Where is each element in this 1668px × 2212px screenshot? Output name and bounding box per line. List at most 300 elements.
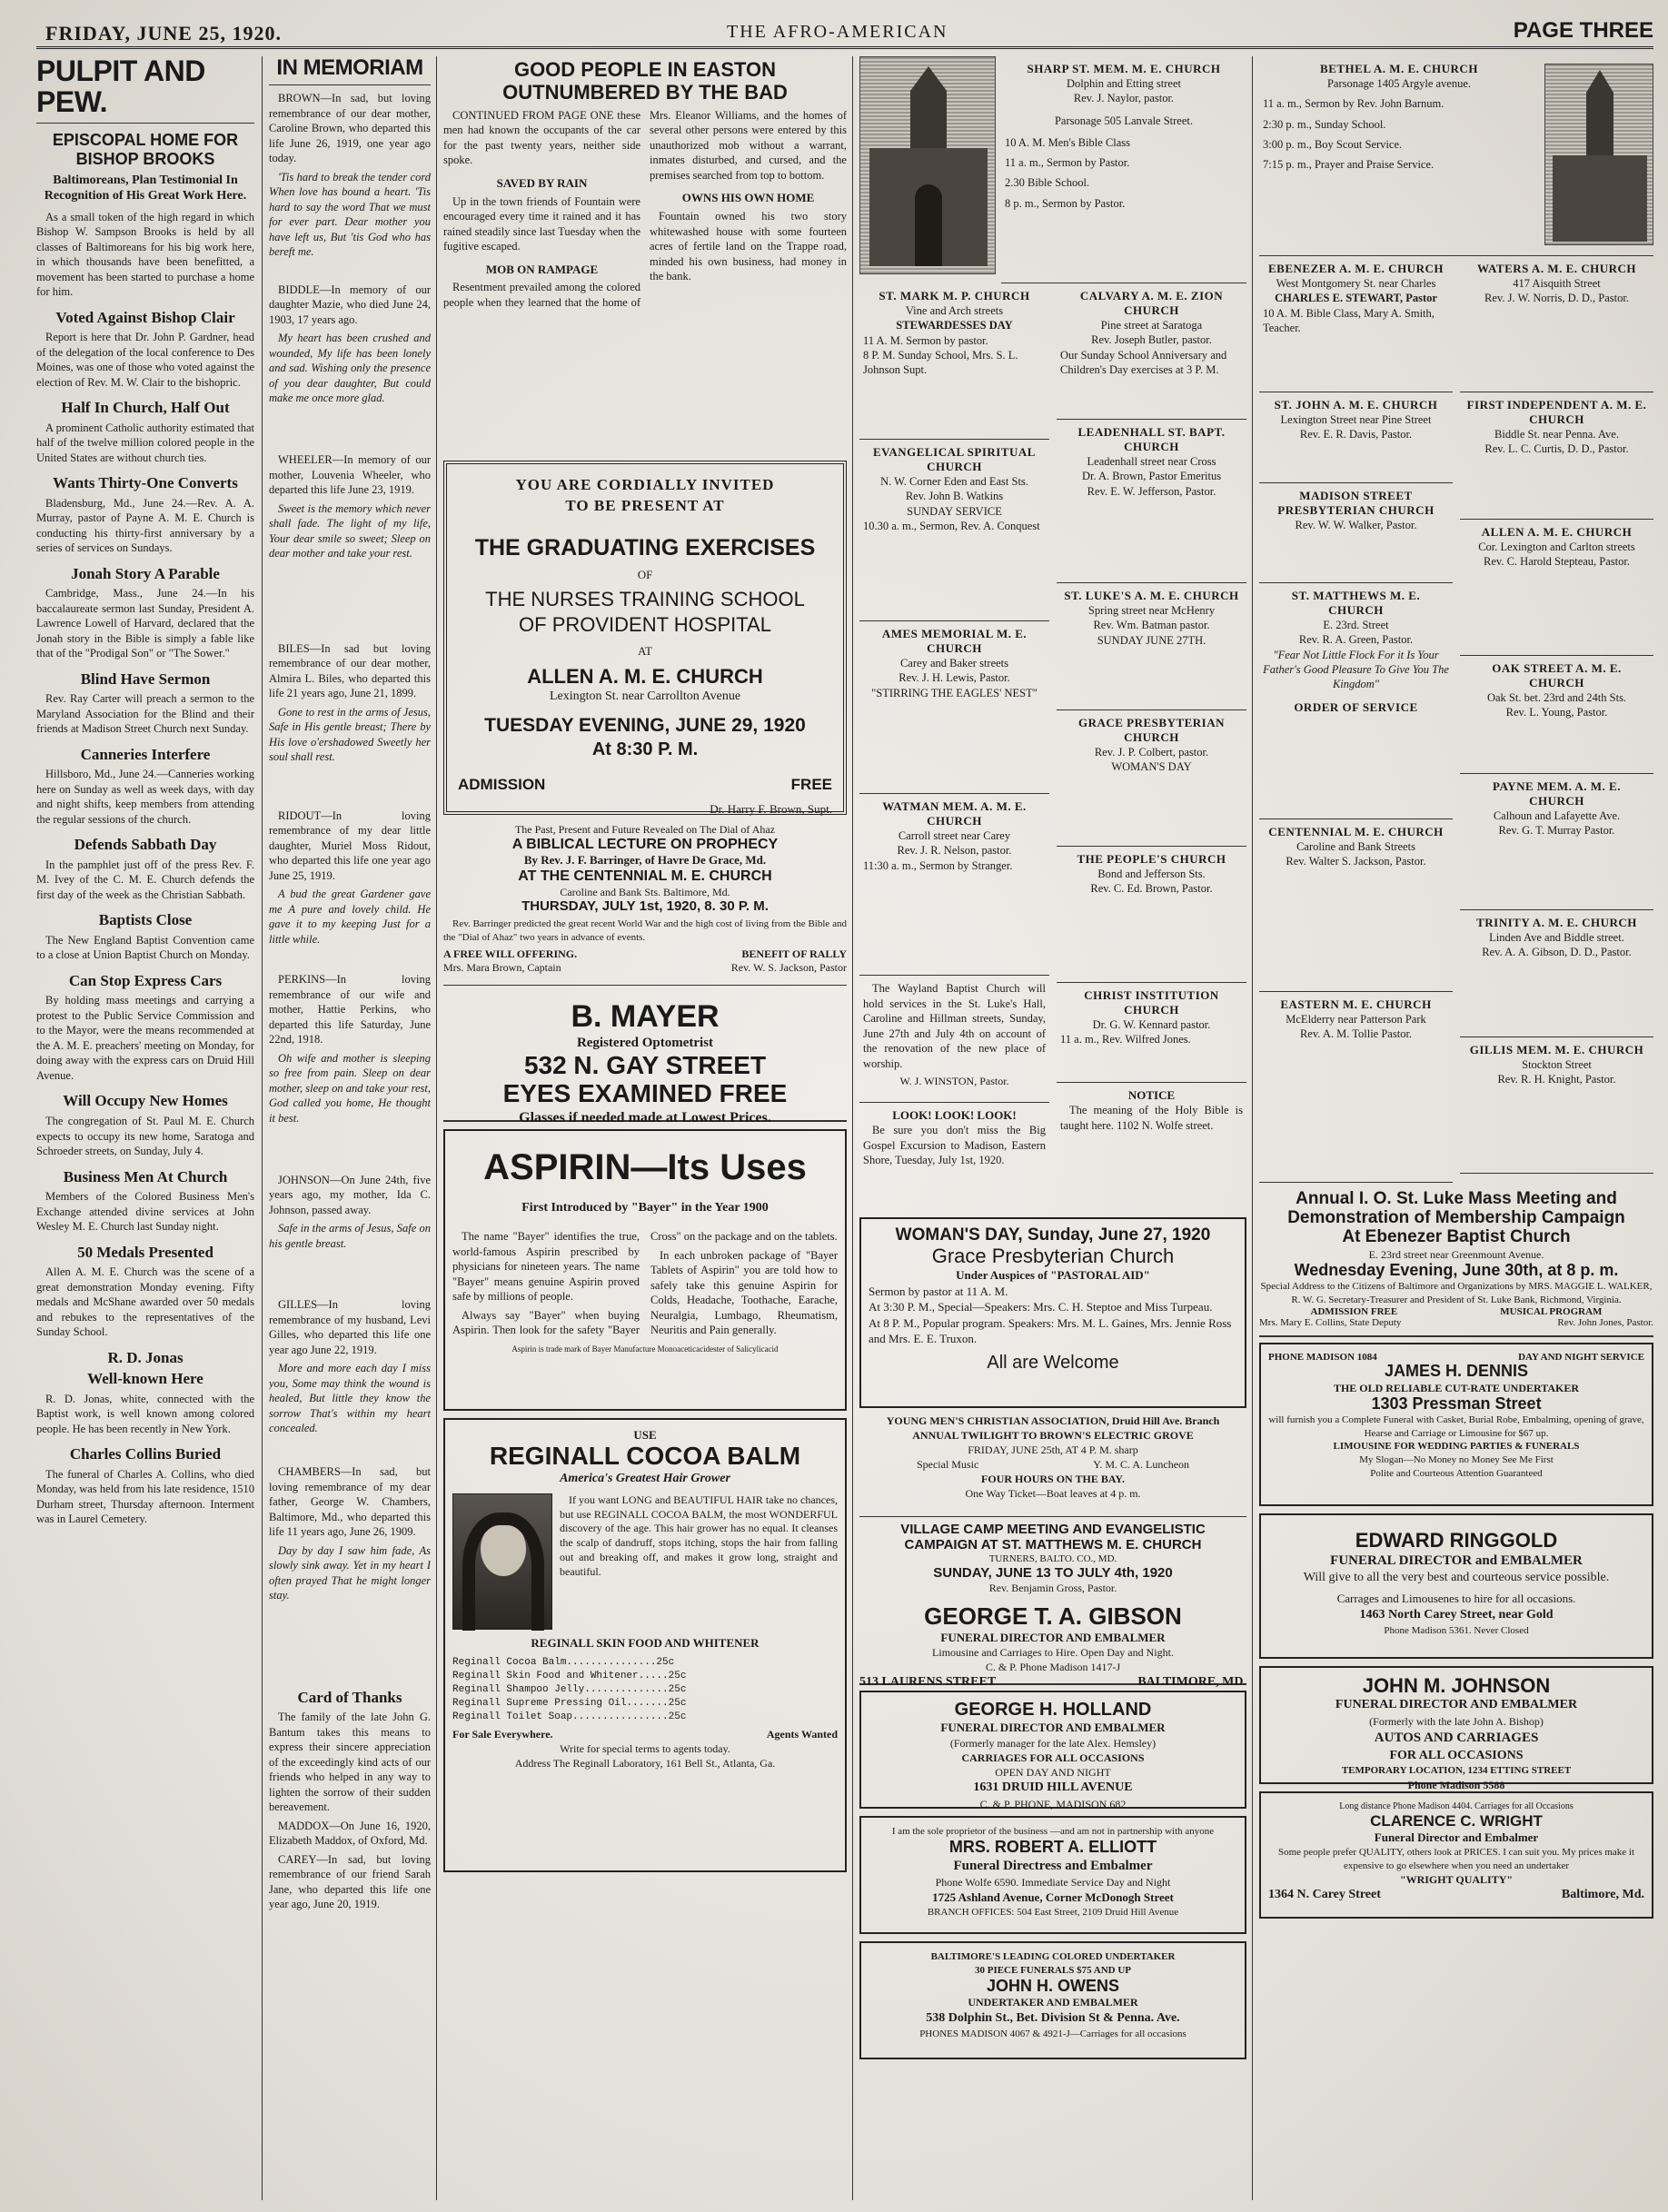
church-listing xyxy=(859,621,1049,794)
ad-heading: THURSDAY, JULY 1st, 1920, 8. 30 P. M. xyxy=(521,898,769,914)
article-headline: Jonah Story A Parable xyxy=(71,564,220,582)
church-name: ST. MATTHEWS M. E. CHURCH xyxy=(1291,589,1421,617)
ad-heading: OF PROVIDENT HOSPITAL xyxy=(519,612,771,636)
church-name: EASTERN M. E. CHURCH xyxy=(1280,997,1432,1011)
article-body: Hillsboro, Md., June 24.—Canneries working here on Sunday as well as week days, with day and night shifts, keep members from attending the regular sessions of the church. xyxy=(36,768,254,826)
church-line: 417 Aisquith Street xyxy=(1513,277,1601,290)
ringgold-funeral-ad xyxy=(1259,1513,1653,1659)
bible-notice xyxy=(1057,1083,1246,1165)
church-listing xyxy=(1057,983,1246,1083)
article-body: As a small token of the high regard in which Bishop W. Sampson Brooks is held by all classes of Baltimoreans for his big work here, in which thousands have been benefitted, a movement has been started to purchase a home for him. xyxy=(36,210,254,299)
ad-text: ANNUAL TWILIGHT TO BROWN'S ELECTRIC GROVE xyxy=(912,1429,1194,1443)
ad-text: AUTOS AND CARRIAGES xyxy=(1374,1731,1539,1746)
article-headline: Half In Church, Half Out xyxy=(61,399,230,417)
ad-text: America's Greatest Hair Grower xyxy=(560,1471,730,1485)
memorial-entry: CHAMBERS—In sad, but loving remembrance of my dear father, George W. Chambers, Baltimore, Md., who departed this life 11 years ago, June 26, 1909. xyxy=(269,1465,431,1539)
ad-heading: EDWARD RINGGOLD xyxy=(1355,1529,1558,1552)
ad-text: Dr. Harry F. Brown, Supt. xyxy=(710,801,832,816)
article-headline: Canneries Interfere xyxy=(80,745,211,763)
article-body: Report is here that Dr. John P. Gardner, head of the delegation of the local conference to Des Moines, was one of those who voted against the election of Rev. M. W. Clair to the bishopric. xyxy=(36,331,254,389)
church-name: THE PEOPLE'S CHURCH xyxy=(1077,852,1226,866)
ad-text: Rev. John Jones, Pastor. xyxy=(1557,1317,1653,1329)
church-name: CALVARY A. M. E. ZION CHURCH xyxy=(1079,289,1224,317)
ad-body: Always say "Bayer" when buying Aspirin. Then look for the safety "Bayer Cross" on the package and on the tablets. xyxy=(452,1230,838,1337)
church-line: Rev. Walter S. Jackson, Pastor. xyxy=(1286,855,1426,868)
article-body: Resentment prevailed among the colored people when they learned that the home of Mrs. Eleanor Williams, and the homes of several other persons were entered by this unauthorized mob without a warrant, inmates disturbed, and cursed, and the premises searched from top to bottom. xyxy=(443,108,847,309)
ad-text: PHONES MADISON 4067 & 4921-J—Carriages for all occasions xyxy=(919,2028,1186,2039)
ad-text: Special Address to the Citizens of Baltimore and Organizations by MRS. MAGGIE L. WALKER, R. W. G. Secretary-Treasurer and President of St. Luke Bank, Richmond, Virginia. xyxy=(1260,1280,1653,1305)
church-name: WATMAN MEM. A. M. E. CHURCH xyxy=(882,799,1027,828)
ad-heading: A BIBLICAL LECTURE ON PROPHECY xyxy=(511,836,779,852)
church-name: WATERS A. M. E. CHURCH xyxy=(1476,262,1637,275)
church-listing xyxy=(1259,583,1453,819)
article-body: Members of the Colored Business Men's Exchange attended divine services at John Wesley M. E. Church last Sunday night. xyxy=(36,1190,254,1234)
ad-text: 1631 DRUID HILL AVENUE xyxy=(973,1781,1133,1795)
article-headline: Blind Have Sermon xyxy=(80,670,211,688)
church-name: OAK STREET A. M. E. CHURCH xyxy=(1492,661,1622,689)
article-body: Allen A. M. E. Church was the scene of a great demonstration Monday evening. Fifty medals and McShane awarded over 50 medals and rebukes to the representatives of the Sunday School. xyxy=(36,1265,254,1339)
ad-text: Under Auspices of "PASTORAL AID" xyxy=(956,1268,1150,1283)
ad-heading: GEORGE H. HOLLAND xyxy=(954,1700,1152,1720)
church-listing xyxy=(1460,520,1653,656)
church-line: STEWARDESSES DAY xyxy=(896,319,1013,332)
ad-text: By Rev. J. F. Barringer, of Havre De Grace, Md. xyxy=(523,853,767,868)
ad-text: THE OLD RELIABLE CUT-RATE UNDERTAKER xyxy=(1333,1381,1580,1394)
church-name: GILLIS MEM. M. E. CHURCH xyxy=(1469,1043,1644,1056)
article-subhead: Baltimoreans, Plan Testimonial In Recognition of His Great Work Here. xyxy=(44,173,247,203)
church-line: Dr. G. W. Kennard pastor. xyxy=(1092,1018,1211,1031)
ad-text: My Slogan—No Money no Money See Me First xyxy=(1359,1454,1554,1466)
church-listing xyxy=(859,283,1049,440)
ad-text: TEMPORARY LOCATION, 1234 ETTING STREET xyxy=(1341,1765,1572,1777)
camp-meeting-ad xyxy=(859,1517,1246,1603)
ad-text: Polite and Courteous Attention Guaranteed xyxy=(1370,1468,1543,1480)
price-item: Reginall Skin Food and Whitener.....25c xyxy=(452,1671,687,1682)
ad-text: Rev. Benjamin Gross, Pastor. xyxy=(988,1582,1117,1595)
ad-body: If you want LONG and BEAUTIFUL HAIR take no chances, but use REGINALL COCOA BALM, the most WONDERFUL discovery of the age. This hair grower has no equal. It cleanses the scalp of dandruff, stops itching, stops the hair from falling out and breaking off, and makes it grow long, straight and beautiful. xyxy=(560,1493,838,1578)
graduation-invitation-ad xyxy=(443,461,847,815)
ad-heading: THE NURSES TRAINING SCHOOL xyxy=(485,587,805,610)
ad-text: FUNERAL DIRECTOR AND EMBALMER xyxy=(940,1721,1166,1734)
issue-date: FRIDAY, JUNE 25, 1920. xyxy=(45,22,282,45)
church-name: EVANGELICAL SPIRITUAL CHURCH xyxy=(873,445,1036,473)
ad-text: Write for special terms to agents today. xyxy=(560,1741,730,1755)
womans-day-ad xyxy=(859,1217,1246,1408)
article-headline: R. D. Jonas xyxy=(107,1348,184,1366)
church-name: ST. LUKE'S A. M. E. CHURCH xyxy=(1064,589,1239,602)
church-name: MADISON STREET PRESBYTERIAN CHURCH xyxy=(1277,489,1435,517)
church-line: Rev. J. P. Colbert, pastor. xyxy=(1094,746,1209,759)
church-name: EBENEZER A. M. E. CHURCH xyxy=(1268,262,1444,275)
church-line: E. 23rd. Street xyxy=(1323,619,1389,631)
ad-text: FREE xyxy=(790,775,832,793)
ad-text: BRANCH OFFICES: 504 East Street, 2109 Druid Hill Avenue xyxy=(927,1906,1179,1918)
card-of-thanks-heading: Card of Thanks xyxy=(297,1688,402,1706)
ad-heading: At Ebenezer Baptist Church xyxy=(1342,1226,1571,1246)
church-line: Rev. C. Ed. Brown, Pastor. xyxy=(1090,882,1213,896)
ad-heading: JAMES H. DENNIS xyxy=(1384,1362,1529,1380)
church-line: Rev. L. C. Curtis, D. D., Pastor. xyxy=(1484,442,1629,456)
church-line: Calhoun and Lafayette Ave. xyxy=(1493,809,1621,822)
church-line: Rev. G. T. Murray Pastor. xyxy=(1498,824,1615,838)
ad-text: Long distance Phone Madison 4404. Carriages for all Occasions xyxy=(1339,1801,1574,1811)
ad-text: Registered Optometrist xyxy=(576,1035,714,1050)
article-headline: 50 Medals Presented xyxy=(77,1243,213,1261)
ymca-ad xyxy=(859,1408,1246,1517)
church-name: LEADENHALL ST. BAPT. CHURCH xyxy=(1077,425,1226,453)
church-listing xyxy=(1057,847,1246,983)
church-line: West Montgomery St. near Charles xyxy=(1276,277,1436,290)
notice-heading: LOOK! LOOK! LOOK! xyxy=(892,1108,1017,1122)
ad-heading: WOMAN'S DAY, Sunday, June 27, 1920 xyxy=(895,1225,1211,1245)
church-line: 10 A. M. Bible Class, Mary A. Smith, Teacher. xyxy=(1263,306,1435,334)
ad-text: ADMISSION xyxy=(458,775,546,793)
ad-text: Funeral Director and Embalmer xyxy=(1374,1830,1539,1845)
church-line: Rev. C. Harold Stepteau, Pastor. xyxy=(1484,555,1630,569)
church-line: 7:15 p. m., Prayer and Praise Service. xyxy=(1263,158,1435,171)
church-line: Carroll street near Carey xyxy=(898,829,1011,842)
column-rule xyxy=(852,56,853,2200)
ad-heading: JOHN M. JOHNSON xyxy=(1362,1674,1551,1697)
cocoa-balm-ad xyxy=(443,1418,847,1872)
ad-text: Rev. W. S. Jackson, Pastor xyxy=(730,961,847,975)
ad-text: FUNERAL DIRECTOR AND EMBALMER xyxy=(1335,1698,1578,1712)
column-center xyxy=(443,56,847,2200)
ad-text: FRIDAY, JUNE 25th, AT 4 P. M. sharp xyxy=(968,1443,1138,1457)
church-name: ST. MARK M. P. CHURCH xyxy=(879,289,1030,303)
church-name: GRACE PRESBYTERIAN CHURCH xyxy=(1077,716,1226,744)
article-headline: Voted Against Bishop Clair xyxy=(55,308,235,326)
church-line: 2:30 p. m., Sunday School. xyxy=(1263,117,1386,131)
ad-fineprint: Aspirin is trade mark of Bayer Manufacture Monoaceticacidester of Salicylicacid xyxy=(511,1344,779,1354)
article-body: The New England Baptist Convention came to a close at Union Baptist Church on Monday. xyxy=(36,933,254,962)
ad-text: 1364 N. Carey Street xyxy=(1268,1887,1381,1901)
article-subhead: SAVED BY RAIN xyxy=(496,175,588,190)
church-line: 11 a. m., Sermon by Rev. John Barnum. xyxy=(1263,97,1445,111)
memorial-entry: BIDDLE—In memory of our daughter Mazie, who died June 24, 1903, 17 years ago. xyxy=(269,283,431,326)
church-line: Rev. J. W. Norris, D. D., Pastor. xyxy=(1484,292,1629,305)
church-line: Parsonage 1405 Argyle avenue. xyxy=(1326,77,1472,90)
ad-text: BALTIMORE'S LEADING COLORED UNDERTAKER xyxy=(930,1951,1176,1962)
section-banner: PULPIT AND PEW. xyxy=(36,56,205,118)
prophecy-lecture-ad: The Past, Present and Future Revealed on The Dial of Ahaz A BIBLICAL LECTURE ON PROPHECY By Rev. J. F. Barringer, of Havre De Grace, Md. AT THE CENTENNIAL M. E. CHURCH Caroline and Bank Sts. Baltimore, Md. THURSDAY, JULY 1st, 1920, 8. 30 P. M. Rev. Barringer predicted the great recent World War and the high cost of living from the Bible and the "Dial of Ahaz" two years in advance of events. A FREE WILL OFFERING. BENEFIT OF RALLY Mrs. Mara Brown, Captain Rev. W. S. Jackson, Pastor xyxy=(443,822,847,986)
church-line: 10.30 a. m., Sermon, Rev. A. Conquest xyxy=(863,519,1040,532)
ad-text: ADMISSION FREE xyxy=(1310,1306,1398,1318)
wright-funeral-ad xyxy=(1259,1791,1653,1919)
page-number: PAGE THREE xyxy=(1513,18,1653,43)
ad-text: OPEN DAY AND NIGHT xyxy=(995,1765,1111,1779)
price-item: Reginall Cocoa Balm...............25c xyxy=(452,1657,675,1669)
ad-heading: 1303 Pressman Street xyxy=(1371,1394,1542,1413)
ad-text: AT xyxy=(638,643,652,658)
optometrist-ad xyxy=(443,986,847,1126)
wayland-notice xyxy=(859,976,1049,1103)
church-line: Rev. R. H. Knight, Pastor. xyxy=(1497,1073,1616,1086)
church-line: McElderry near Patterson Park xyxy=(1286,1013,1426,1026)
church-name: TRINITY A. M. E. CHURCH xyxy=(1476,916,1637,929)
ad-text: 513 LAURENS STREET xyxy=(859,1674,997,1689)
church-listing xyxy=(859,440,1049,621)
ad-body: The name "Bayer" identifies the true, world-famous Aspirin prescribed by physicians for nineteen years. The name "Bayer" means genuine Aspirin proved safe by millions of people. xyxy=(452,1230,640,1304)
church-name: ALLEN A. M. E. CHURCH xyxy=(1481,525,1633,539)
memorial-entry: RIDOUT—In loving remembrance of my dear little daughter, Muriel Moss Ridout, who departed this life one year ago June 25, 1919. xyxy=(269,808,431,882)
ad-heading: VILLAGE CAMP MEETING AND EVANGELISTIC xyxy=(900,1522,1206,1537)
ad-text: YOUNG MEN'S CHRISTIAN ASSOCIATION, Druid Hill Ave. Branch xyxy=(886,1414,1220,1427)
ad-text: YOU ARE CORDIALLY INVITED xyxy=(515,475,775,493)
church-line: Rev. Joseph Butler, pastor. xyxy=(1091,333,1212,347)
church-name: ST. JOHN A. M. E. CHURCH xyxy=(1274,398,1438,412)
article-body: A prominent Catholic authority estimated that half of the twelve million colored people in the United States are without church ties. xyxy=(36,421,254,464)
ad-text: One Way Ticket—Boat leaves at 4 p. m. xyxy=(965,1486,1141,1500)
gibson-funeral-ad xyxy=(859,1602,1246,1689)
column-rule xyxy=(436,56,437,2200)
article-headline: Can Stop Express Cars xyxy=(68,971,223,989)
church-line: 11 a. m., Rev. Wilfred Jones. xyxy=(1060,1033,1191,1046)
church-name: BETHEL A. M. E. CHURCH xyxy=(1320,62,1478,75)
ad-heading: GEORGE T. A. GIBSON xyxy=(924,1602,1182,1630)
church-line: Rev. J. R. Nelson, pastor. xyxy=(897,844,1012,858)
ad-text: Special Music xyxy=(916,1457,979,1471)
church-line: CHARLES E. STEWART, Pastor xyxy=(1275,292,1437,305)
notice-sign: W. J. WINSTON, Pastor. xyxy=(899,1075,1009,1087)
article-body: Up in the town friends of Fountain were encouraged every time it rained and it has rained steadily since last Tuesday when the fugitive escaped. xyxy=(443,194,640,253)
article-body: CONTINUED FROM PAGE ONE these men had known the occupants of the car for the past twenty years, neither side spoke. xyxy=(443,108,640,167)
ad-text: Funeral Directress and Embalmer xyxy=(953,1858,1153,1873)
ad-text: Mrs. Mary E. Collins, State Deputy xyxy=(1259,1317,1402,1329)
church-line: Cor. Lexington and Carlton streets xyxy=(1478,541,1635,553)
ad-text: I am the sole proprietor of the business —and am not in partnership with anyone xyxy=(891,1826,1215,1837)
ad-text: BENEFIT OF RALLY xyxy=(741,947,847,961)
church-line: Lexington Street near Pine Street xyxy=(1280,413,1432,426)
ad-heading: 532 N. GAY STREET xyxy=(523,1051,767,1080)
johnson-funeral-ad xyxy=(1259,1666,1653,1792)
article-body: Cambridge, Mass., June 24.—In his baccalaureate sermon last Sunday, President A. Lawrence Lowell of Harvard, declared that the Jonah story in the Bible is simply a fable like that of the "Prodigal Son" or "The Sower." xyxy=(36,587,254,660)
church-line: SUNDAY JUNE 27TH. xyxy=(1097,633,1206,647)
article-headline: Defends Sabbath Day xyxy=(74,836,217,854)
church-line: 10 A. M. Men's Bible Class xyxy=(1005,135,1131,149)
article-headline: Will Occupy New Homes xyxy=(63,1092,228,1110)
ad-text: REGINALL SKIN FOOD AND WHITENER xyxy=(531,1635,760,1650)
church-listing xyxy=(1259,992,1453,1183)
article-subhead: MOB ON RAMPAGE xyxy=(485,262,599,276)
ad-text: Y. M. C. A. Luncheon xyxy=(1093,1457,1190,1471)
ad-text: Phone Madison 5361. Never Closed xyxy=(1384,1624,1529,1636)
ad-text: The Past, Present and Future Revealed on The Dial of Ahaz xyxy=(514,822,776,836)
article-body: Bladensburg, Md., June 24.—Rev. A. A. Murray, pastor of Payne A. M. E. Church is conducting his thirty-first anniversary by a series of services on Sundays. xyxy=(36,496,254,555)
church-line: WOMAN'S DAY xyxy=(1111,760,1192,774)
church-line: "Fear Not Little Flock For it Is Your Father's Good Pleasure To Give You The Kingdom" xyxy=(1263,648,1449,690)
article-headline: Well-known Here xyxy=(87,1370,204,1388)
church-listing xyxy=(1001,56,1246,283)
church-listing xyxy=(1057,583,1246,710)
article-headline: Business Men At Church xyxy=(63,1167,228,1185)
church-line: Carey and Baker streets xyxy=(899,657,1009,670)
ad-text: Address The Reginall Laboratory, 161 Bell St., Atlanta, Ga. xyxy=(514,1756,776,1770)
ad-text: Sermon by pastor at 11 A. M. xyxy=(869,1284,1008,1298)
ad-text: 30 PIECE FUNERALS $75 AND UP xyxy=(974,1964,1132,1976)
price-list xyxy=(452,1656,838,1723)
ad-text: LIMOUSINE FOR WEDDING PARTIES & FUNERALS xyxy=(1333,1441,1580,1453)
ad-heading: Demonstration of Membership Campaign xyxy=(1287,1207,1625,1227)
church-line: Rev. A. M. Tollie Pastor. xyxy=(1299,1027,1413,1041)
memorial-entry: BROWN—In sad, but loving remembrance of our dear mother, Caroline Brown, who departed this life June 26, 1919, one year ago today. xyxy=(269,92,431,165)
ad-heading: Annual I. O. St. Luke Mass Meeting and xyxy=(1296,1189,1617,1208)
ad-heading: Grace Presbyterian Church xyxy=(931,1244,1175,1267)
ad-heading: AT THE CENTENNIAL M. E. CHURCH xyxy=(518,868,772,884)
church-line: Parsonage 505 Lanvale Street. xyxy=(1054,114,1194,127)
church-line: 8 P. M. Sunday School, Mrs. S. L. Johnson Supt. xyxy=(863,348,1018,376)
ad-heading: TUESDAY EVENING, JUNE 29, 1920 xyxy=(484,714,806,736)
memorial-entry: WHEELER—In memory of our mother, Louvenia Wheeler, who departed this life June 23, 1919. xyxy=(269,453,431,497)
column-church-directory-left xyxy=(859,56,1246,2200)
church-line: Rev. E. W. Jefferson, Pastor. xyxy=(1087,484,1216,498)
church-listing xyxy=(1460,256,1653,392)
masthead xyxy=(36,13,1653,49)
church-listing xyxy=(1460,910,1653,1037)
church-illustration xyxy=(1544,64,1653,245)
ad-text: DAY AND NIGHT SERVICE xyxy=(1518,1352,1644,1363)
article-body: Fountain owned his two story whitewashed house with some fourteen acres of fertile land on the Trappe road, minded his own business, had money in the bank. xyxy=(650,210,847,283)
ad-text: First Introduced by "Bayer" in the Year 1900 xyxy=(521,1200,769,1215)
ad-text: MUSICAL PROGRAM xyxy=(1500,1306,1603,1318)
church-name: PAYNE MEM. A. M. E. CHURCH xyxy=(1493,779,1621,808)
church-line: Linden Ave and Biddle street. xyxy=(1489,931,1624,944)
column-rule xyxy=(262,56,263,2200)
ad-heading: At 8:30 P. M. xyxy=(591,739,699,759)
article-headline: Charles Collins Buried xyxy=(69,1445,222,1463)
church-line: Rev. Wm. Batman pastor. xyxy=(1093,619,1210,632)
ad-text: (Formerly manager for the late Alex. Hemsley) xyxy=(949,1736,1157,1750)
article-subhead: OWNS HIS OWN HOME xyxy=(681,191,815,205)
church-name: CHRIST INSTITUTION CHURCH xyxy=(1084,988,1219,1017)
ad-text: FUNERAL DIRECTOR and EMBALMER xyxy=(1330,1553,1583,1569)
card-of-thanks-body: The family of the late John G. Bantum takes this means to express their sincere appreciation of the exceedingly kind acts of our friends who helped in any way to lighten the sorrow of their sudden bereavement. xyxy=(269,1711,431,1814)
church-line: Leadenhall street near Cross xyxy=(1087,455,1216,468)
ad-text: A FREE WILL OFFERING. xyxy=(443,947,578,961)
church-line: 11 a. m., Sermon by Pastor. xyxy=(1005,156,1130,169)
ad-text: FUNERAL DIRECTOR AND EMBALMER xyxy=(940,1630,1166,1644)
church-line: Biddle St. near Penna. Ave. xyxy=(1494,428,1619,441)
church-line: Stockton Street xyxy=(1522,1058,1592,1071)
excursion-notice xyxy=(859,1103,1049,1212)
church-line: Our Sunday School Anniversary and Children's Day exercises at 3 P. M. xyxy=(1060,348,1227,376)
church-listing xyxy=(1057,710,1246,847)
ad-text: FOUR HOURS ON THE BAY. xyxy=(981,1472,1125,1485)
ad-text: For Sale Everywhere. xyxy=(452,1727,553,1741)
ad-heading: All are Welcome xyxy=(987,1352,1119,1373)
memorial-entry: BILES—In sad but loving remembrance of our dear mother, Almira L. Biles, who departed this life 21 years ago, June 21, 1899. xyxy=(269,641,431,700)
ad-heading: CAMPAIGN AT ST. MATTHEWS M. E. CHURCH xyxy=(904,1536,1202,1552)
church-line: Rev. E. R. Davis, Pastor. xyxy=(1299,428,1413,441)
church-listing xyxy=(859,794,1049,976)
church-line: Caroline and Bank Streets xyxy=(1296,840,1415,853)
ad-text: USE xyxy=(633,1427,657,1442)
article-body: The funeral of Charles A. Collins, who died Monday, was held from his late residence, 1510 Durham street, Thursday afternoon. Interment was in Laurel Cemetery. xyxy=(36,1467,254,1526)
elliott-funeral-ad xyxy=(859,1816,1246,1934)
ad-text: CARRIAGES FOR ALL OCCASIONS xyxy=(961,1751,1145,1764)
church-listing xyxy=(1460,656,1653,774)
article-body: The congregation of St. Paul M. E. Church expects to occupy its new home, Saratoga and Schroeder streets, on Sunday, July 4. xyxy=(36,1115,254,1158)
ad-heading: Wednesday Evening, June 30th, at 8 p. m. xyxy=(1294,1260,1619,1279)
memorial-entry: PERKINS—In loving remembrance of our wife and mother, Hattie Perkins, who departed this life Saturday, June 22nd, 1918. xyxy=(269,973,431,1046)
ad-text: UNDERTAKER AND EMBALMER xyxy=(968,1996,1138,2009)
column-rule xyxy=(1252,56,1253,2200)
ad-text: Will give to all the very best and courteous service possible. xyxy=(1303,1571,1610,1585)
church-line: 8 p. m., Sermon by Pastor. xyxy=(1005,196,1126,210)
church-line: 3:00 p. m., Boy Scout Service. xyxy=(1263,137,1403,151)
ad-text: Carrages and Limousenes to hire for all occasions. xyxy=(1336,1592,1576,1606)
ad-text: Agents Wanted xyxy=(766,1727,838,1741)
ad-text: OF xyxy=(637,567,653,581)
church-line: 11:30 a. m., Sermon by Stranger. xyxy=(863,858,1013,872)
church-line: N. W. Corner Eden and East Sts. xyxy=(880,475,1028,488)
holland-funeral-ad xyxy=(859,1691,1246,1809)
ad-text: Limousine and Carriages to Hire. Open Day and Night. xyxy=(932,1646,1174,1660)
paper-name: THE AFRO-AMERICAN xyxy=(727,22,948,42)
section-banner: IN MEMORIAM xyxy=(276,56,423,80)
notice-body: Be sure you don't miss the Big Gospel Excursion to Madison, Eastern Shore, Tuesday, July 1st, 1920. xyxy=(863,1124,1046,1166)
article-headline: Baptists Close xyxy=(98,911,193,929)
church-line: Rev. John B. Watkins xyxy=(905,490,1004,503)
ad-text: BALTIMORE, MD. xyxy=(1137,1674,1246,1689)
church-listing xyxy=(1259,392,1453,483)
ad-text: 1725 Ashland Avenue, Corner McDonogh Street xyxy=(932,1890,1174,1905)
ad-heading: MRS. ROBERT A. ELLIOTT xyxy=(948,1837,1157,1856)
article-body: By holding mass meetings and carrying a protest to the Public Service Commission and to the Mayor, were the means recommended at the A. M. E. preachers' meeting on Monday, for doing away with the express cars on Druid Hill Avenue. xyxy=(36,994,254,1082)
column-church-directory-right xyxy=(1259,56,1653,2200)
price-item: Reginall Toilet Soap................25c xyxy=(452,1711,687,1722)
woman-portrait-illustration xyxy=(452,1493,552,1630)
ad-text: E. 23rd street near Greenmount Avenue. xyxy=(1368,1247,1544,1261)
church-listing xyxy=(1460,392,1653,520)
church-listing xyxy=(1460,774,1653,910)
church-listing xyxy=(1259,256,1453,392)
article-headline: GOOD PEOPLE IN EASTON OUTNUMBERED BY THE BAD xyxy=(502,58,788,104)
church-line: Pine street at Saratoga xyxy=(1100,319,1203,332)
church-line: Rev. L. Young, Pastor. xyxy=(1505,706,1608,719)
order-of-service-heading: ORDER OF SERVICE xyxy=(1294,700,1418,715)
church-listing xyxy=(1057,283,1246,420)
notice-body: The meaning of the Holy Bible is taught here. 1102 N. Wolfe street. xyxy=(1060,1104,1243,1132)
ad-heading: SUNDAY, JUNE 13 TO JULY 4th, 1920 xyxy=(933,1564,1173,1581)
article-body: In the pamphlet just off of the press Rev. F. M. Ivey of the C. M. E. Church defends the first day of the week as the Christian Sabbath. xyxy=(36,858,254,901)
church-line: Rev. J. Naylor, pastor. xyxy=(1073,92,1175,105)
church-line: Rev. W. W. Walker, Pastor. xyxy=(1295,519,1417,531)
church-line: SUNDAY SERVICE xyxy=(907,504,1002,518)
memorial-entry: GILLES—In loving remembrance of my husband, Levi Gilles, who departed this life one year ago June 22, 1919. xyxy=(269,1298,431,1356)
church-line: Dr. A. Brown, Pastor Emeritus xyxy=(1081,470,1222,483)
ad-text: FOR ALL OCCASIONS xyxy=(1389,1748,1524,1762)
dennis-undertaker-ad xyxy=(1259,1343,1653,1506)
church-name: FIRST INDEPENDENT A. M. E. CHURCH xyxy=(1466,398,1647,426)
owens-funeral-ad xyxy=(859,1941,1246,2059)
church-listing xyxy=(1460,1037,1653,1174)
church-line: 11 A. M. Sermon by pastor. xyxy=(863,333,988,347)
ad-heading: ASPIRIN—Its Uses xyxy=(483,1146,807,1187)
ad-text: (Formerly with the late John A. Bishop) xyxy=(1369,1715,1544,1729)
column-pulpit-and-pew xyxy=(36,56,254,2200)
church-name: AMES MEMORIAL M. E. CHURCH xyxy=(881,627,1028,655)
ad-text: C. & P. PHONE, MADISON 682 xyxy=(979,1798,1127,1810)
column-in-memoriam: IN MEMORIAM BROWN—In sad, but loving remembrance of our dear mother, Caroline Brown, who departed this life June 26, 1919, one year ago today. 'Tis hard to break the tender cord When love has bound a heart. 'Tis hard to say the word That we must for ever part. Dear mother you have left us, But 'tis God who has bereft me. BIDDLE—In memory of our daughter Mazie, who died June 24, 1903, 17 years ago. My heart has been crushed and wounded, My life has been lonely and sad. Wishing only the presence of you dear daughter, But could make me once more glad. WHEELER—In memory of our mother, Louvenia Wheeler, who departed this life June 23, 1919. Sweet is the memory which never shall fade. The light of my life, Your dear smile so sweet; Sleep on dear mother and take your rest. BILES—In sad but loving remembrance of our dear mother, Almira L. Biles, who departed this life 21 years ago, June 21, 1899. Gone to rest in the arms of Jesus, Safe in His gentle breast; There by His love o'ershadowed Sweetly her soul shall rest. RIDOUT—In loving remembrance of my dear little daughter, Muriel Moss Ridout, who departed this life one year ago June 25, 1919. A bud the great Gardener gave me A pure and lovely child. He gave it to my keeping Just for a little while. PERKINS—In loving remembrance of our wife and mother, Hattie Perkins, who departed this life Saturday, June 22nd, 1918. Oh wife and mother is sleeping so free from pain. Sleep on dear mother, sleep on and take your rest, God called you home, He thought it best. JOHNSON—On June 24th, five years ago, my mother, Ida C. Johnson, passed away. Safe in the arms of Jesus, Safe on his gentle breast. GILLES—In loving remembrance of my husband, Levi Gilles, who departed this life one year ago June 22, 1919. More and more each day I miss you, Some may think the wound is healed, But little they know the sorrow That's within my heart concealed. CHAMBERS—In sad, but loving remembrance of my dear father, George W. Chambers, Baltimore, Md., who departed this life 11 years ago, June 26, 1909. Day by day I saw him fade, As slowly sink away. Yet in my heart I often prayed That he might longer stay. Card of Thanks The family of the late John G. Bantum takes this means to express their sincere appreciation of the exceedingly kind acts of our friends who helped in any way to lighten the sorrow of their sudden bereavement. MADDOX—On June 16, 1920, Elizabeth Maddox, of Oxford, Md. CAREY—In sad, but loving remembrance of our friend Sarah Jane, who departed this life one year ago, June 20, 1919. xyxy=(269,56,431,1911)
article-body: R. D. Jonas, white, connected with the Baptist work, is well known among colored people. He has been recently in New York. xyxy=(36,1392,254,1435)
memorial-entry: JOHNSON—On June 24th, five years ago, my mother, Ida C. Johnson, passed away. xyxy=(269,1173,431,1216)
notice-body: The Wayland Baptist Church will hold services in the St. Luke's Hall, Caroline and Hillman streets, Sunday, June 27th and July 4th on account of the renovation of the new place of worship. xyxy=(863,982,1046,1070)
church-listing xyxy=(1057,420,1246,583)
church-line: Spring street near McHenry xyxy=(1087,604,1216,617)
ad-text: will furnish you a Complete Funeral with Casket, Burial Robe, Embalming, opening of grave, Hearse and Carriage or Limousine for $67 up. xyxy=(1268,1413,1644,1439)
church-line: 2.30 Bible School. xyxy=(1005,176,1090,190)
